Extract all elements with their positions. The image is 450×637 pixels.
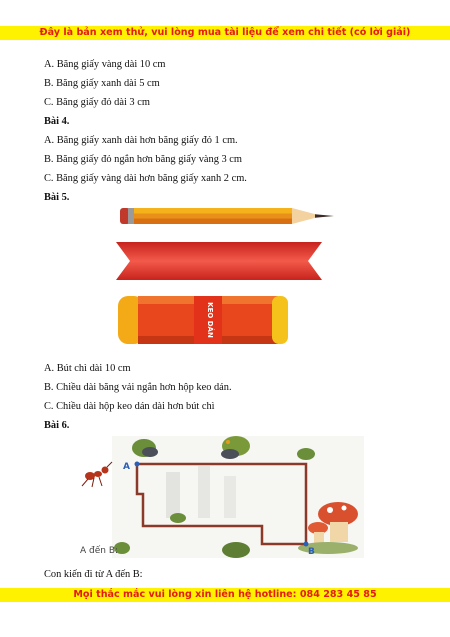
bai6-title: Bài 6. <box>44 420 70 431</box>
bai5-option-c: C. Chiều dài hộp keo dán dài hơn bút chì <box>44 401 215 412</box>
bai5-option-b: B. Chiều dài băng vải ngắn hơn hộp keo dán. <box>44 382 232 393</box>
bai5-option-a: A. Bút chì dài 10 cm <box>44 363 131 374</box>
point-b-dot <box>304 542 309 547</box>
footer-banner <box>0 588 450 602</box>
point-b-label: B <box>308 547 315 557</box>
option-b: B. Băng giấy xanh dài 5 cm <box>44 78 160 89</box>
bai4-title: Bài 4. <box>44 116 70 127</box>
ribbon-illustration <box>116 238 324 284</box>
pencil-illustration <box>116 204 338 228</box>
glue-label: KEO DÁN <box>206 302 214 338</box>
ant-icon <box>82 462 112 487</box>
bai4-option-a: A. Băng giấy xanh dài hơn băng giấy đỏ 1 cm. <box>44 135 238 146</box>
header-banner <box>0 26 450 40</box>
glue-stick-illustration <box>116 292 292 348</box>
bush-middle <box>170 513 186 523</box>
bai4-option-c: C. Băng giấy vàng dài hơn băng giấy xanh 2 cm. <box>44 173 247 184</box>
caption-a-to-b: A đến B: <box>80 546 119 556</box>
header-banner-text: Đây là bản xem thử, vui lòng mua tài liệu để xem chi tiết (có lời giải) <box>37 27 414 38</box>
bai4-option-b: B. Băng giấy đỏ ngắn hơn băng giấy vàng 3 cm <box>44 154 242 165</box>
point-a-label: A <box>123 462 130 472</box>
bai5-title: Bài 5. <box>44 192 70 203</box>
option-a: A. Băng giấy vàng dài 10 cm <box>44 59 166 70</box>
bai6-question: Con kiến đi từ A đến B: <box>44 569 143 580</box>
point-a-dot <box>135 462 140 467</box>
footer-banner-text: Mọi thắc mắc vui lòng xin liên hệ hotline: 084 283 45 85 <box>70 589 379 600</box>
bush-right-top <box>297 448 315 460</box>
option-c: C. Băng giấy đỏ dài 3 cm <box>44 97 150 108</box>
ant-path-illustration <box>78 432 372 562</box>
